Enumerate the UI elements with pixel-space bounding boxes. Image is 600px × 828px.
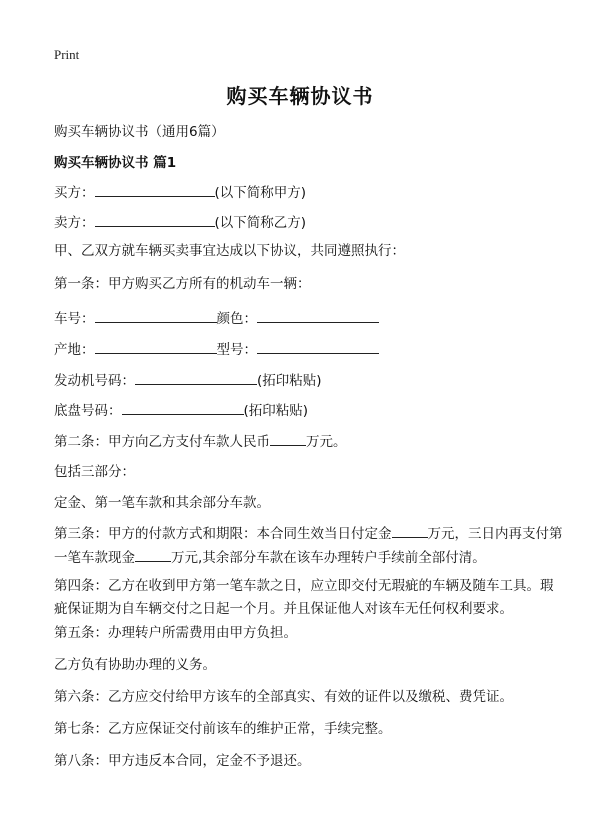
origin-blank: [95, 338, 217, 354]
article-2-text-a: 第二条：甲方向乙方支付车款人民币: [54, 434, 270, 450]
origin-model-line: [54, 338, 564, 361]
seller-suffix: (以下简称乙方): [214, 215, 307, 231]
section-heading: 购买车辆协议书 篇1: [54, 155, 177, 171]
article-3: [54, 522, 564, 570]
buyer-label: 买方：: [54, 185, 95, 201]
article-3-text-b: 万元，三日内再支付第一笔车款现金: [54, 526, 563, 566]
origin-label: 产地：: [54, 342, 95, 358]
intro-paragraph: 甲、乙双方就车辆买卖事宜达成以下协议，共同遵照执行：: [54, 243, 405, 259]
document-title: 购买车辆协议书: [226, 84, 374, 108]
article-3-text-c: 万元,其余部分车款在该车办理转户手续前全部付清。: [171, 550, 486, 566]
article-3-text-a: 第三条：甲方的付款方式和期限：本合同生效当日付定金: [54, 526, 392, 542]
chassis-line: [54, 399, 564, 422]
plate-blank: [95, 307, 217, 323]
buyer-suffix: (以下简称甲方): [214, 185, 307, 201]
article-8: 第八条：甲方违反本合同，定金不予退还。: [54, 753, 311, 769]
article-6: 第六条：乙方应交付给甲方该车的全部真实、有效的证件以及缴税、费凭证。: [54, 689, 513, 705]
article-1: 第一条：甲方购买乙方所有的机动车一辆：: [54, 276, 311, 292]
color-label: 颜色：: [216, 311, 257, 327]
seller-line: [54, 211, 564, 234]
includes-line: 包括三部分：: [54, 464, 135, 480]
plate-color-line: [54, 307, 564, 330]
engine-line: [54, 369, 564, 392]
buyer-line: [54, 181, 564, 204]
document-subtitle: 购买车辆协议书（通用6篇）: [54, 124, 225, 140]
engine-label: 发动机号码：: [54, 373, 135, 389]
article-5: 第五条：办理转户所需费用由甲方负担。: [54, 625, 297, 641]
article-2-text-b: 万元。: [306, 434, 347, 450]
article-2: [54, 430, 564, 453]
first-payment-blank: [135, 546, 171, 562]
chassis-blank: [122, 399, 244, 415]
model-label: 型号：: [216, 342, 257, 358]
buyer-blank: [95, 181, 215, 197]
chassis-label: 底盘号码：: [54, 403, 122, 419]
article-7: 第七条：乙方应保证交付前该车的维护正常，手续完整。: [54, 721, 392, 737]
plate-label: 车号：: [54, 311, 95, 327]
article-4: 第四条：乙方在收到甲方第一笔车款之日，应立即交付无瑕疵的车辆及随车工具。瑕疵保证期为自车辆交付之日起一个月。并且保证他人对该车无任何权利要求。: [54, 578, 554, 617]
model-blank: [257, 338, 379, 354]
chassis-suffix: (拓印粘贴): [243, 403, 309, 419]
engine-blank: [135, 369, 257, 385]
color-blank: [257, 307, 379, 323]
parts-line: 定金、第一笔车款和其余部分车款。: [54, 495, 270, 511]
seller-label: 卖方：: [54, 215, 95, 231]
deposit-blank: [392, 522, 428, 538]
seller-blank: [95, 211, 215, 227]
print-link[interactable]: Print: [54, 47, 80, 62]
price-blank: [270, 430, 306, 446]
assist-line: 乙方负有协助办理的义务。: [54, 657, 216, 673]
engine-suffix: (拓印粘贴): [257, 373, 322, 389]
